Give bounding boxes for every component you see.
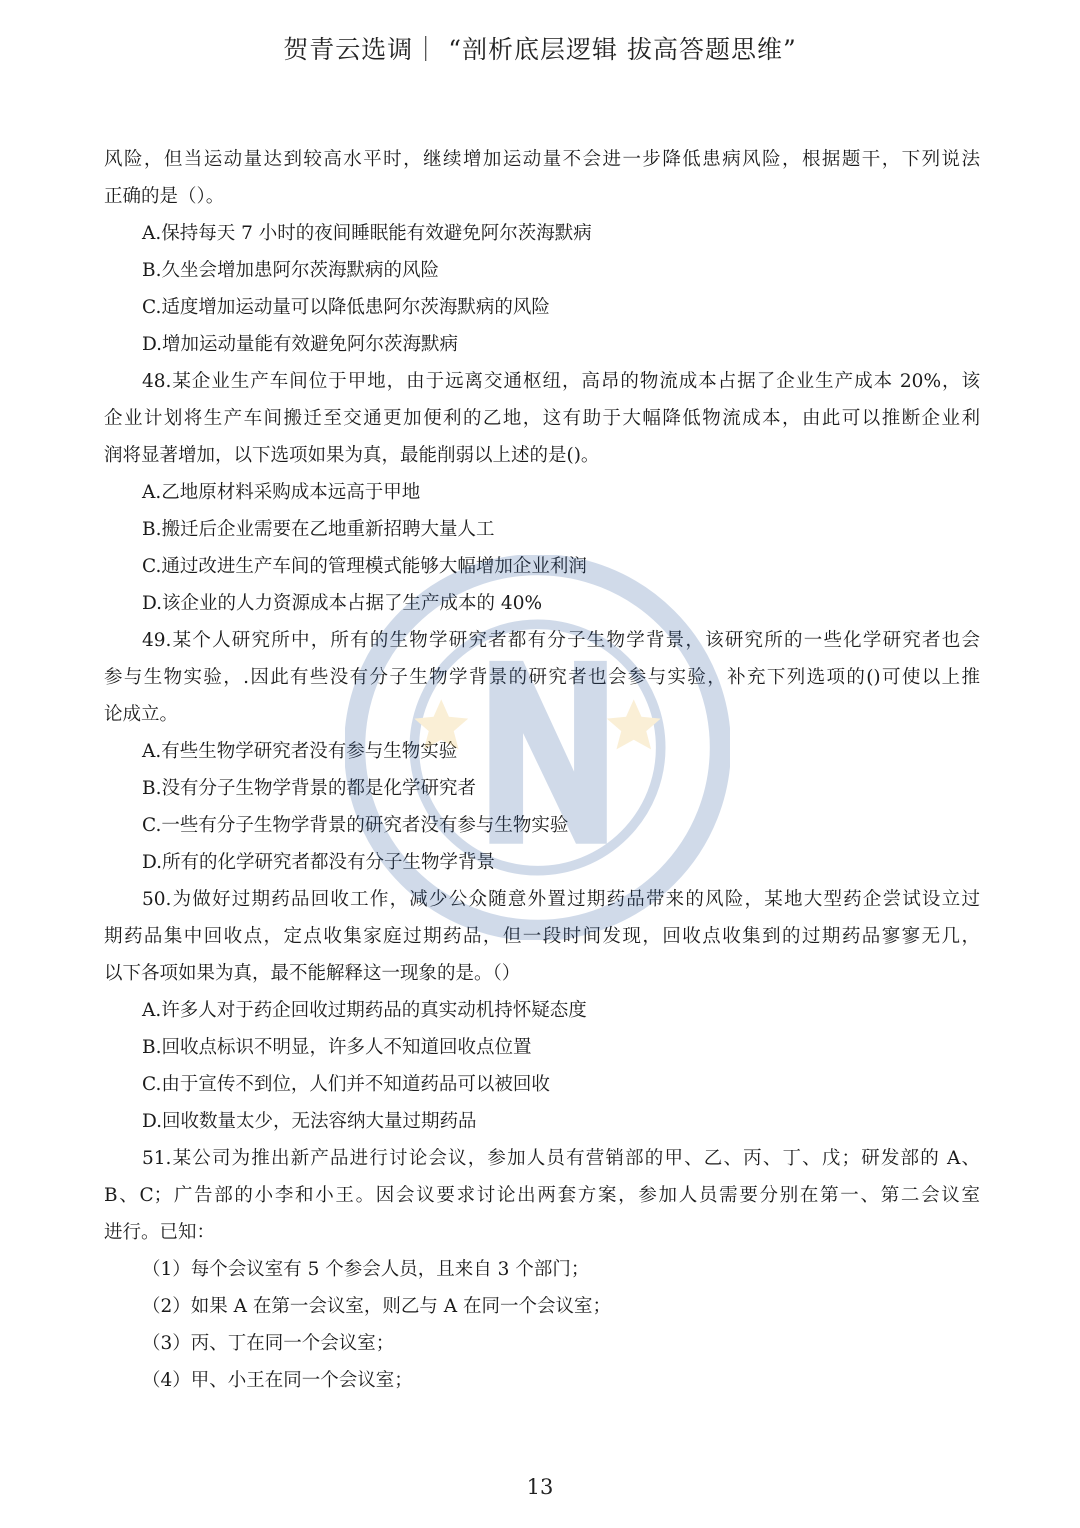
text-line: D.回收数量太少，无法容纳大量过期药品: [142, 1111, 477, 1132]
text-line: 风险，但当运动量达到较高水平时，继续增加运动量不会进一步降低患病风险，根据题干，下列说法: [104, 149, 980, 170]
text-line: 企业计划将生产车间搬迁至交通更加便利的乙地，这有助于大幅降低物流成本，由此可以推断企业利: [104, 408, 980, 429]
text-line: 48.某企业生产车间位于甲地，由于远离交通枢纽，高昂的物流成本占据了企业生产成本 20%，该: [142, 371, 980, 392]
text-line: （3）丙、丁在同一个会议室；: [142, 1333, 395, 1354]
text-line: A.许多人对于药企回收过期药品的真实动机持怀疑态度: [142, 1000, 587, 1021]
text-line: C.一些有分子生物学背景的研究者没有参与生物实验: [142, 815, 569, 836]
text-line: 润将显著增加，以下选项如果为真，最能削弱以上述的是()。: [104, 445, 600, 466]
text-line: C.由于宣传不到位，人们并不知道药品可以被回收: [142, 1074, 550, 1095]
text-line: B.久坐会增加患阿尔茨海默病的风险: [142, 260, 439, 281]
text-line: 49.某个人研究所中，所有的生物学研究者都有分子生物学背景，该研究所的一些化学研究者也会: [142, 630, 980, 651]
text-line: B.搬迁后企业需要在乙地重新招聘大量人工: [142, 519, 495, 540]
text-line: B.回收点标识不明显，许多人不知道回收点位置: [142, 1037, 532, 1058]
text-line: D.所有的化学研究者都没有分子生物学背景: [142, 852, 496, 873]
text-line: 51.某公司为推出新产品进行讨论会议，参加人员有营销部的甲、乙、丙、丁、戊；研发部的 A、: [142, 1148, 980, 1169]
text-line: C.适度增加运动量可以降低患阿尔茨海默病的风险: [142, 297, 550, 318]
text-line: 论成立。: [104, 704, 179, 725]
text-line: 参与生物实验，.因此有些没有分子生物学背景的研究者也会参与实验，补充下列选项的()可使以上推: [104, 667, 980, 688]
text-line: B.没有分子生物学背景的都是化学研究者: [142, 778, 476, 799]
document-body: [104, 141, 980, 1399]
text-line: A.乙地原材料采购成本远高于甲地: [142, 482, 421, 503]
text-line: B、C；广告部的小李和小王。因会议要求讨论出两套方案，参加人员需要分别在第一、第二会议室: [104, 1185, 980, 1206]
page-number: 13: [526, 1475, 554, 1499]
text-line: 50.为做好过期药品回收工作，减少公众随意外置过期药品带来的风险，某地大型药企尝试设立过: [142, 889, 980, 910]
text-line: （1）每个会议室有 5 个参会人员，且来自 3 个部门；: [142, 1259, 590, 1280]
text-line: C.通过改进生产车间的管理模式能够大幅增加企业利润: [142, 556, 587, 577]
text-line: （2）如果 A 在第一会议室，则乙与 A 在同一个会议室；: [142, 1296, 612, 1317]
text-line: 进行。已知：: [104, 1222, 216, 1243]
text-line: 以下各项如果为真，最不能解释这一现象的是。（）: [104, 963, 521, 984]
text-line: D.增加运动量能有效避免阿尔茨海默病: [142, 334, 459, 355]
text-line: A.有些生物学研究者没有参与生物实验: [142, 741, 458, 762]
page-header: 贺青云选调｜ “剖析底层逻辑 拔高答题思维”: [283, 35, 797, 64]
text-line: 正确的是（）。: [104, 186, 225, 207]
text-line: （4）甲、小王在同一个会议室；: [142, 1370, 413, 1391]
text-line: 期药品集中回收点，定点收集家庭过期药品，但一段时间发现，回收点收集到的过期药品寥寥无几，: [104, 926, 980, 947]
text-line: A.保持每天 7 小时的夜间睡眠能有效避免阿尔茨海默病: [142, 223, 592, 244]
text-line: D.该企业的人力资源成本占据了生产成本的 40%: [142, 593, 543, 614]
